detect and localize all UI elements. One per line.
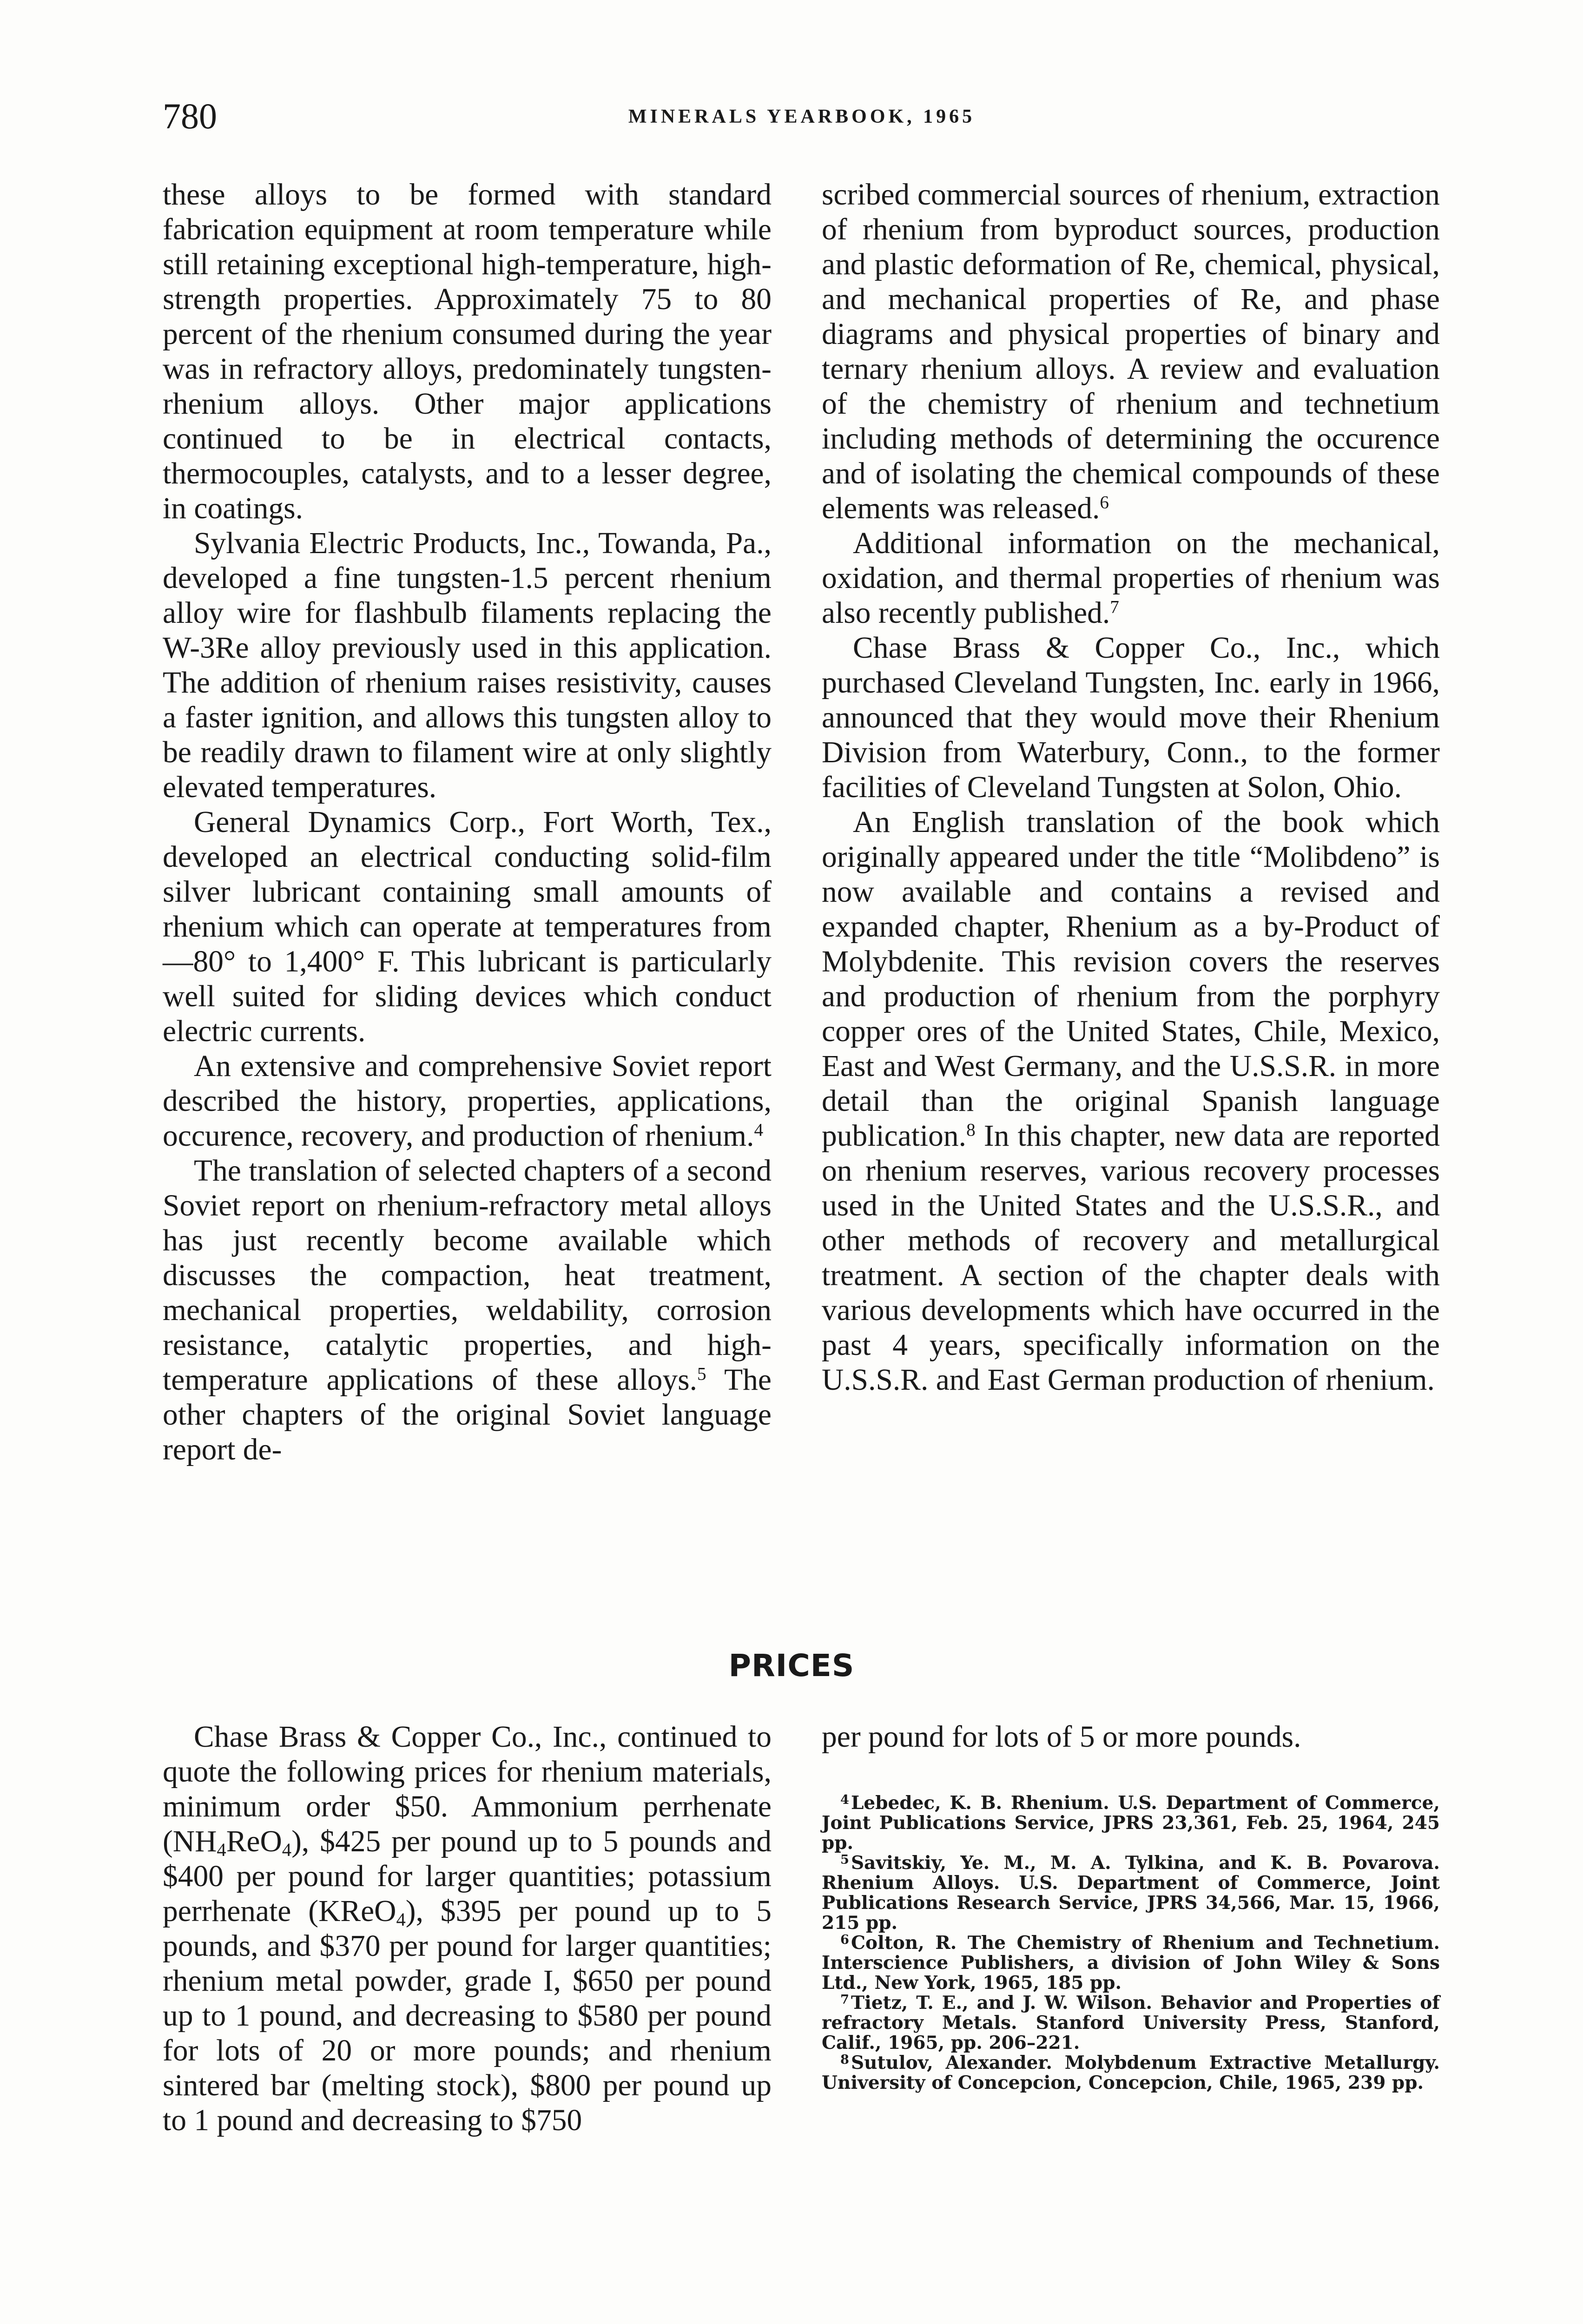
footnote-ref: 5 <box>697 1363 706 1384</box>
footnote <box>822 1793 1440 1853</box>
paragraph: these alloys to be formed with standard fabrication equipment at room temperature while still retaining exceptional high-temperature, high-strength properties. Approximately 75 to 80 percent of the rhenium consumed during the year was in refractory alloys, predominately tungsten-rhenium alloys. Other major applications continued to be in electrical contacts, thermocouples, catalysts, and to a lesser degree, in coatings. <box>163 178 772 525</box>
subscript: 4 <box>217 1839 226 1861</box>
footnote <box>822 2053 1440 2093</box>
footnote-mark: 6 <box>840 1932 849 1948</box>
footnote <box>822 1933 1440 1993</box>
footnote <box>822 1853 1440 1933</box>
footnote-ref: 7 <box>1110 596 1119 617</box>
footnote-text: Tietz, T. E., and J. W. Wilson. Behavior and Properties of refractory Metals. Stanford University Press, Stanford, Calif., 1965, pp. 206–221. <box>822 1992 1440 2053</box>
left-column-prices <box>163 1720 772 2138</box>
paragraph <box>163 1720 772 2138</box>
paragraph <box>822 178 1440 526</box>
paragraph-text: Additional information on the mechanical, oxidation, and thermal properties of rhenium was also recently published. <box>822 527 1440 630</box>
footnote-text: Lebedec, K. B. Rhenium. U.S. Department of Commerce, Joint Publications Service, JPRS 23,361, Feb. 25, 1964, 245 pp. <box>822 1792 1440 1854</box>
footnote-ref: 4 <box>754 1119 764 1140</box>
footnote-ref: 6 <box>1100 492 1109 513</box>
section-heading-prices: PRICES <box>728 1648 855 1684</box>
paragraph <box>822 526 1440 631</box>
right-column-top <box>822 178 1440 1398</box>
paragraph <box>163 1154 772 1467</box>
paragraph: Chase Brass & Copper Co., Inc., which purchased Cleveland Tungsten, Inc. early in 1966, announced that they would move their Rhenium Division from Waterbury, Conn., to the former facilities of Cleveland Tungsten at Solon, Ohio. <box>822 631 1440 804</box>
footnote-mark: 4 <box>840 1792 849 1808</box>
paragraph-text: The other chapters of the original Soviet language report de- <box>163 1363 772 1466</box>
footnote-mark: 8 <box>840 2052 849 2067</box>
paragraph-text: Chase Brass & Copper Co., Inc., continued to quote the following prices for rhenium materials, minimum order $50. Ammonium perrhenate (NH <box>163 1720 772 1858</box>
paragraph-text: ReO <box>226 1825 282 1858</box>
footnote-text: Colton, R. The Chemistry of Rhenium and Technetium. Interscience Publishers, a division of John Wiley & Sons Ltd., New York, 1965, 185 pp. <box>822 1932 1440 1994</box>
right-column-prices <box>822 1720 1440 1755</box>
paragraph-text: scribed commercial sources of rhenium, extraction of rhenium from byproduct sources, production and plastic deformation of Re, chemical, physical, and mechanical properties of Re, and phase diagrams and physical properties of binary and ternary rhenium alloys. A review and evaluation of the chemistry of rhenium and technetium including methods of determining the occurence and of isolating the chemical compounds of these elements was released. <box>822 178 1440 525</box>
page-header <box>163 95 1441 137</box>
paragraph-text: An English translation of the book which originally appeared under the title “Molibdeno” is now available and contains a revised and expanded chapter, Rhenium as a by-Product of Molybdenite. This revision covers the reserves and production of rhenium from the porphyry copper ores of the United States, Chile, Mexico, East and West Germany, and the U.S.S.R. in more detail than the original Spanish language publication. <box>822 805 1440 1153</box>
footnote-mark: 7 <box>840 1992 849 2007</box>
paragraph-text: An extensive and comprehensive Soviet report described the history, properties, applications, occurence, recovery, and production of rhenium. <box>163 1050 772 1153</box>
paragraph: Sylvania Electric Products, Inc., Towanda, Pa., developed a fine tungsten-1.5 percent rhenium alloy wire for flashbulb filaments replacing the W-3Re alloy previously used in this application. The addition of rhenium raises resistivity, causes a faster ignition, and allows this tungsten alloy to be readily drawn to filament wire at only slightly elevated temperatures. <box>163 527 772 804</box>
paragraph-text: ), $395 per pound up to 5 pounds, and $370 per pound for larger quantities; rhenium metal powder, grade I, $650 per pound up to 1 pound, and decreasing to $580 per pound for lots of 20 or more pounds; and rhenium sintered bar (melting stock), $800 per pound up to 1 pound and decreasing to $750 <box>163 1895 772 2137</box>
paragraph <box>163 1049 772 1154</box>
subscript: 4 <box>282 1839 292 1861</box>
footnotes <box>822 1793 1440 2093</box>
footnote <box>822 1993 1440 2053</box>
paragraph-text: ), $425 per pound up to 5 pounds and $400 per pound for larger quantities; potassium perrhenate (KReO <box>163 1825 772 1928</box>
footnote-ref: 8 <box>966 1119 976 1140</box>
paragraph-text: In this chapter, new data are reported on rhenium reserves, various recovery processes used in the United States and the U.S.S.R., and other methods of recovery and metallurgical treatment. A section of the chapter deals with various developments which have occurred in the past 4 years, specifically information on the U.S.S.R. and East German production of rhenium. <box>822 1119 1440 1397</box>
footnote-mark: 5 <box>840 1852 849 1868</box>
left-column-top <box>163 178 772 1467</box>
footnote-text: Savitskiy, Ye. M., M. A. Tylkina, and K. B. Povarova. Rhenium Alloys. U.S. Department of Commerce, Joint Publications Research Service, JPRS 34,566, Mar. 15, 1966, 215 pp. <box>822 1852 1440 1934</box>
footnote-text: Sutulov, Alexander. Molybdenum Extractive Metallurgy. University of Concepcion, Concepcion, Chile, 1965, 239 pp. <box>822 2052 1440 2093</box>
paragraph: General Dynamics Corp., Fort Worth, Tex., developed an electrical conducting solid-film silver lubricant containing small amounts of rhenium which can operate at temperatures from —80° to 1,400° F. This lubricant is particularly well suited for sliding devices which conduct electric currents. <box>163 805 772 1048</box>
paragraph: per pound for lots of 5 or more pounds. <box>822 1720 1301 1754</box>
paragraph-text: The translation of selected chapters of a second Soviet report on rhenium-refractory metal alloys has just recently become available which discusses the compaction, heat treatment, mechanical properties, weldability, corrosion resistance, catalytic properties, and high-temperature applications of these alloys. <box>163 1154 772 1397</box>
page-number: 780 <box>163 96 217 136</box>
running-head: MINERALS YEARBOOK, 1965 <box>628 106 976 127</box>
paragraph <box>822 805 1440 1398</box>
subscript: 4 <box>396 1909 406 1930</box>
